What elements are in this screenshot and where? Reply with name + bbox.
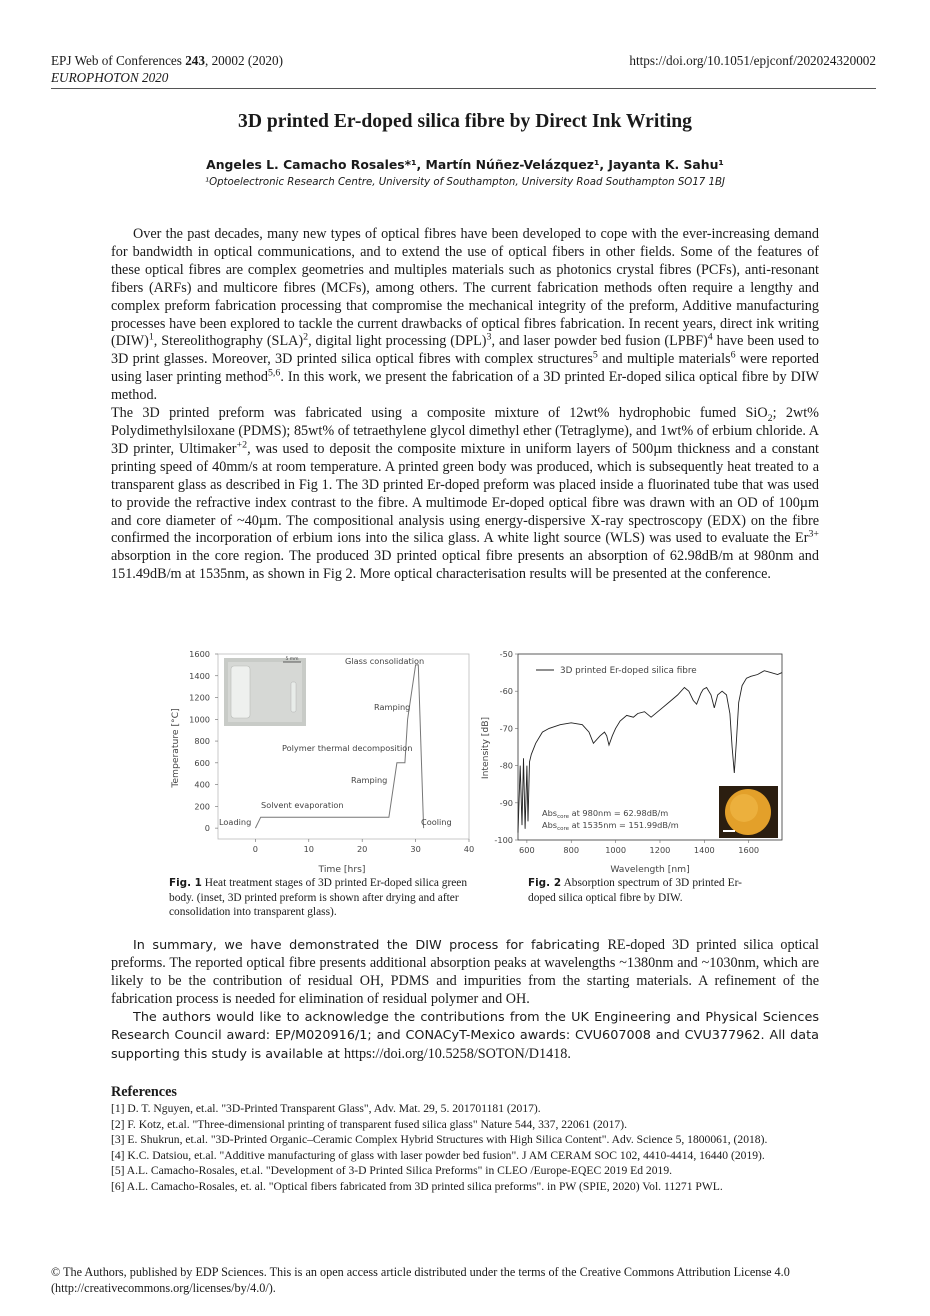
author-list: Angeles L. Camacho Rosales*¹, Martín Núñez-Velázquez¹, Jayanta K. Sahu¹	[206, 157, 724, 172]
fig1-annot-cooling: Cooling	[421, 817, 452, 827]
reference-item: [5] A.L. Camacho-Rosales, et.al. "Development of 3-D Printed Silica Preforms" in CLEO /Europe-EQEC 2019 Ed 2019.	[111, 1164, 673, 1178]
x-tick-label: 0	[252, 844, 258, 854]
fig1-annot-loading: Loading	[219, 817, 252, 827]
fig2-inset-photo	[719, 786, 778, 838]
reference-item: [6] A.L. Camacho-Rosales, et. al. "Optical fibers fabricated from 3D printed silica preforms". in PW (SPIE, 2020) Vol. 11271 PWL.	[111, 1179, 723, 1193]
x-tick-label: 30	[410, 844, 421, 854]
y-tick-label: 400	[194, 779, 210, 790]
fig1-annot-polymer: Polymer thermal decomposition	[282, 743, 413, 753]
running-header	[51, 52, 283, 86]
y-tick-label: 1600	[189, 649, 210, 659]
paragraph-summary: In summary, we have demonstrated the DIW process for fabricating RE-doped 3D printed silica optical preforms. The reported optical fibre presents additional absorption peaks at wavelengths ~1380nm and ~1030nm, which are likely to be the contribution of residual OH, PDMS and impurities from the starting materials. A refinement of the fabrication process is needed for elimination of residual polymer and OH.	[111, 937, 820, 1007]
license-footer: © The Authors, published by EDP Sciences. This is an open access article distributed under the terms of the Creative Commons Attribution License 4.0 (http://creativecommons.org/licenses/by/4.0/).	[51, 1265, 790, 1295]
x-tick-label: 1200	[649, 845, 671, 855]
fig2-ylabel: Intensity [dB]	[480, 716, 491, 780]
y-tick-label: -60	[499, 686, 513, 697]
y-tick-label: -70	[499, 723, 513, 734]
x-tick-label: 600	[519, 845, 535, 855]
figure-2-caption: Fig. 2 Absorption spectrum of 3D printed Er-doped silica optical fibre by DIW.	[528, 877, 742, 904]
fig1-annot-solvent: Solvent evaporation	[261, 800, 344, 810]
paragraph-methods: The 3D printed preform was fabricated using a composite mixture of 12wt% hydrophobic fumed SiO$_2$; 2wt% Polydimethylsiloxane (PDMS); 85wt% of tetraethylene glycol dimethyl ether (Tetraglyme), and 1wt% of erbium chloride. A 3D printer, Ultimaker$^{+2}$, was used to deposit the composite mixture in uniform layers of 500µm thickness and a constant printing speed of 40mm/s at room temperature. A printed green body was produced, which is subsequently heat treated to a transparent glass as described in Fig 1. The 3D printed Er-doped preform was placed inside a fluorinated tube that was used to provide the refractive index contrast to the fibre. A multimode Er-doped optical fibre was drawn with an OD of 100µm and core diameter of ~40µm. The compositional analysis using energy-dispersive X-ray spectroscopy (EDX) on the fibre confirmed the incorporation of erbium ions into the silica glass. A white light source (WLS) was used to evaluate the $Er^{3+}$ absorption in the core region. The produced 3D printed optical fibre presents an absorption of 62.98dB/m at 980nm and 151.49dB/m at 1535nm, as shown in Fig 2. More optical characterisation results will be presented at the conference.	[111, 405, 820, 583]
reference-item: [4] K.C. Datsiou, et.al. "Additive manufacturing of glass with laser powder bed fusion". J AM CERAM SOC 102, 4410-4414, 16440 (2019).	[111, 1148, 765, 1162]
y-tick-label: -80	[499, 760, 513, 771]
x-tick-label: 40	[463, 844, 475, 854]
y-tick-label: -50	[499, 649, 513, 659]
reference-item: [1] D. T. Nguyen, et.al. "3D-Printed Transparent Glass", Adv. Mat. 29, 5. 201701181 (2017).	[111, 1102, 541, 1115]
y-tick-label: 1400	[189, 670, 210, 681]
y-tick-label: 1200	[189, 692, 210, 703]
figure-2-chart	[476, 646, 788, 876]
fig2-abs1535: Abs$_{core}$ at 1535nm = 151.99dB/m	[542, 820, 679, 832]
header-divider	[51, 88, 876, 89]
x-tick-label: 1600	[738, 845, 760, 855]
fig1-inset-photo	[224, 656, 306, 726]
fig2-xlabel: Wavelength [nm]	[610, 864, 690, 875]
affiliation: ¹Optoelectronic Research Centre, University of Southampton, University Road Southampton SO17 1BJ	[204, 177, 726, 188]
data-doi-link[interactable]: https://doi.org/10.5258/SOTON/D1418.	[344, 1046, 571, 1063]
figure-1-chart	[165, 646, 480, 876]
paragraph-intro: Over the past decades, many new types of optical fibres have been developed to cope with the ever-increasing demand for bandwidth in optical communications, and to extend the use of optical fibers in other fields. Some of the features of these optical fibres are complex geometries and multiples materials such as photonics crystal fibres (PCFs), anti-resonant fibers (ARFs) and multicore fibres (MCFs), among others. The current fabrication methods often require a lengthy and complex preform fabrication processing that compromise the mechanical integrity of the preform, Additive manufacturing processes have been explored to tackle the current drawbacks of optical fibres fabrication. In recent years, direct ink writing (DIW)$^1$, Stereolithography (SLA)$^2$, digital light processing (DPL)$^3$, and laser powder bed fusion (LPBF)$^4$ have been used to 3D print glasses. Moreover, 3D printed silica optical fibres with complex structures$^5$ and multiple materials$^6$ were reported using laser printing method$^{5,6}$. In this work, we present the fabrication of a 3D printed Er-doped silica optical fibre by DIW method.	[111, 226, 819, 404]
doi-link[interactable]: https://doi.org/10.1051/epjconf/202024320002	[629, 53, 876, 68]
fig1-xlabel: Time [hrs]	[318, 864, 366, 875]
y-tick-label: -90	[499, 797, 513, 808]
x-tick-label: 20	[356, 844, 368, 854]
journal-citation: EPJ Web of Conferences 243, 20002 (2020)	[51, 53, 284, 68]
paragraph-acknowledgement: The authors would like to acknowledge the contributions from the UK Engineering and Physical Sciences Research Council award: EP/M020916/1; and CONACyT-Mexico awards: CVU607008 and CVU377962. All data supporting this study is available at https://doi.org/10.5258/SOTON/D1418.	[111, 1009, 819, 1063]
x-tick-label: 10	[303, 844, 314, 854]
references-heading: References	[111, 1084, 177, 1100]
figure-1-caption: Fig. 1 Heat treatment stages of 3D printed Er-doped silica green body. (inset, 3D printed preform is shown after drying and after consolidation into transparent glass).	[169, 877, 468, 919]
fig1-annot-glass: Glass consolidation	[345, 656, 425, 666]
paper-title: 3D printed Er-doped silica fibre by Direct Ink Writing	[238, 111, 692, 132]
x-tick-label: 800	[563, 845, 580, 855]
fig1-annot-ramping-mid: Ramping	[351, 775, 388, 785]
y-tick-label: -100	[494, 835, 513, 845]
x-tick-label: 1000	[605, 845, 627, 855]
y-tick-label: 200	[194, 801, 210, 812]
x-tick-label: 1400	[693, 845, 715, 855]
fig2-abs980: Abs$_{core}$ at 980nm = 62.98dB/m	[542, 808, 669, 820]
fig2-legend-label: 3D printed Er-doped silica fibre	[560, 666, 697, 676]
reference-item: [3] E. Shukrun, et.al. "3D-Printed Organic–Ceramic Complex Hybrid Structures with High Silica Content". Adv. Science 5, 1800061, (2018).	[111, 1133, 768, 1147]
fig1-ylabel: Temperature [°C]	[170, 708, 181, 788]
summary-section	[111, 937, 819, 1064]
body-text	[111, 226, 819, 584]
y-tick-label: 800	[194, 736, 210, 747]
conference-name: EUROPHOTON 2020	[51, 70, 169, 85]
references-list	[111, 1101, 831, 1195]
y-tick-label: 0	[204, 823, 210, 834]
y-tick-label: 1000	[189, 714, 210, 725]
reference-item: [2] F. Kotz, et.al. "Three-dimensional printing of transparent fused silica glass" Nature 544, 337, 22061 (2017).	[111, 1117, 627, 1131]
y-tick-label: 600	[194, 757, 210, 768]
fig1-inset-scale: 5 mm	[285, 657, 299, 662]
fig1-annot-ramping-top: Ramping	[374, 702, 411, 712]
